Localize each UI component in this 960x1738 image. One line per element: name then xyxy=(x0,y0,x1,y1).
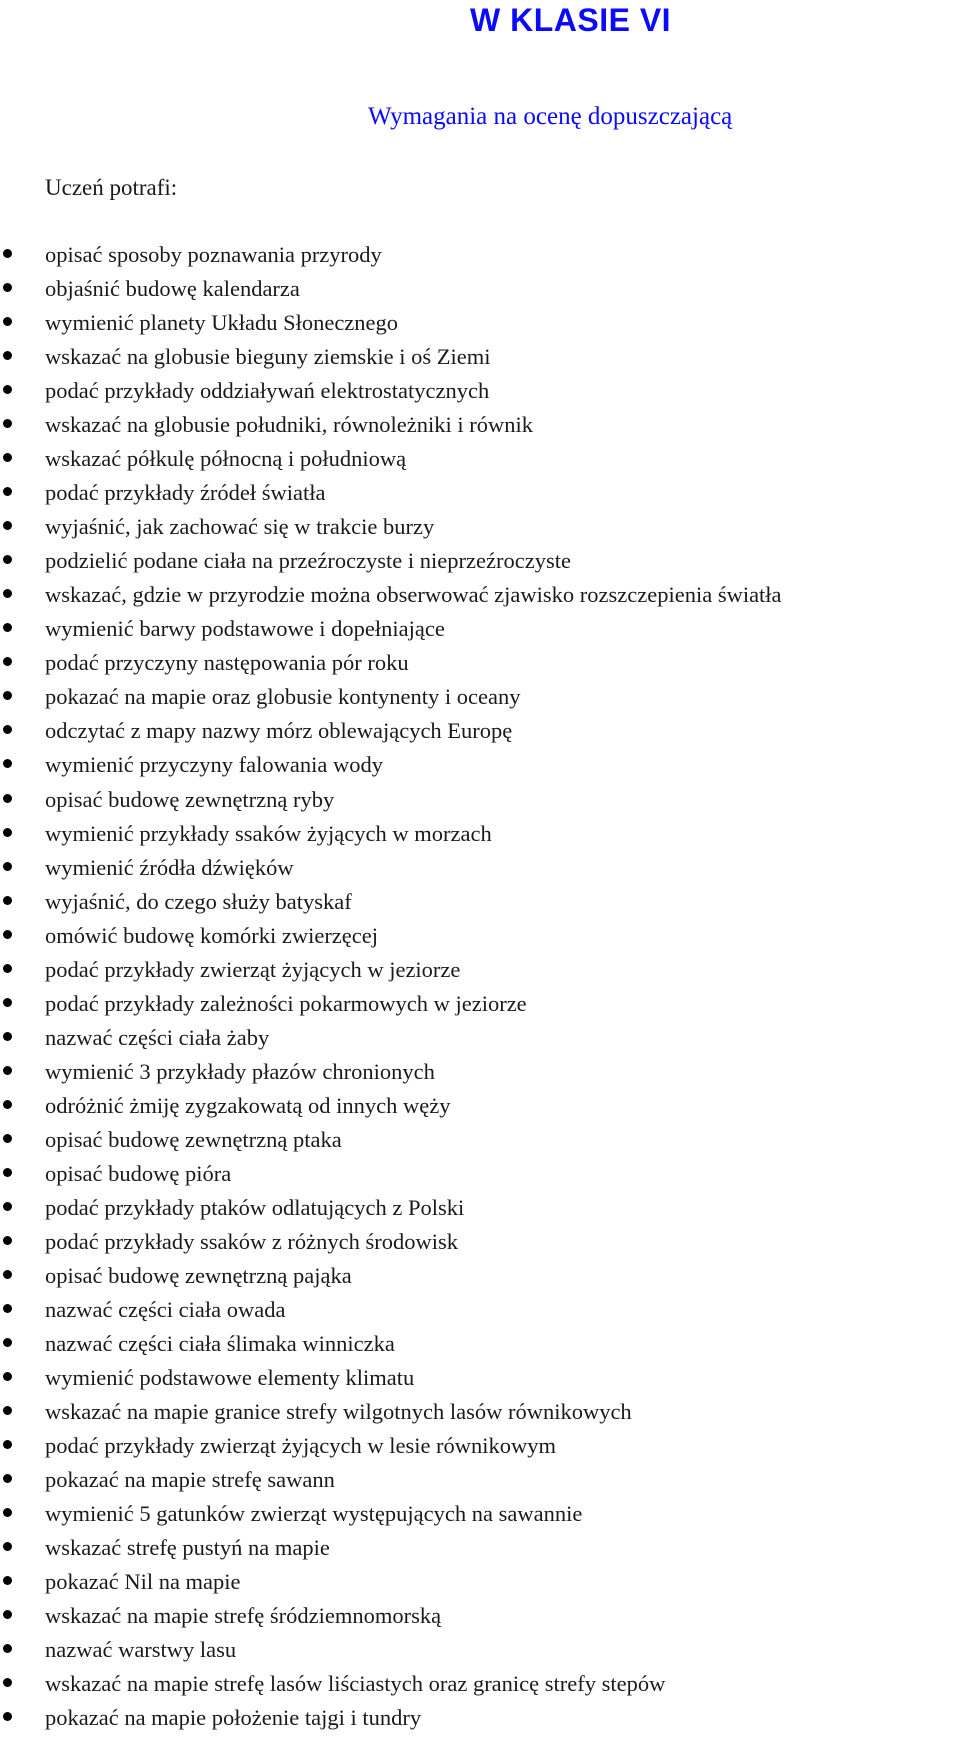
list-item-text: wyjaśnić, jak zachować się w trakcie burzy xyxy=(45,514,435,540)
list-item xyxy=(0,615,960,649)
list-item xyxy=(0,1194,960,1228)
list-item-text: opisać budowę zewnętrzną ptaka xyxy=(45,1126,342,1152)
list-item xyxy=(0,1466,960,1500)
section-title: Wymagania na ocenę dopuszczającą xyxy=(368,103,733,130)
list-item-text: nazwać części ciała ślimaka winniczka xyxy=(45,1331,395,1356)
list-item-text: podać przykłady zależności pokarmowych w jeziorze xyxy=(45,990,527,1016)
list-item-text: wskazać na globusie południki, równoleżniki i równik xyxy=(45,412,534,438)
list-item xyxy=(0,854,960,888)
list-item xyxy=(0,513,960,547)
list-item xyxy=(0,1058,960,1092)
list-item-text: pokazać na mapie oraz globusie kontynenty i oceany xyxy=(45,684,521,710)
list-item xyxy=(0,888,960,922)
list-item-text: opisać budowę zewnętrzną ryby xyxy=(45,786,335,812)
bullet-icon xyxy=(3,1304,12,1313)
list-item xyxy=(0,1398,960,1432)
list-item-text: pokazać na mapie strefę sawann xyxy=(45,1467,335,1493)
list-item xyxy=(0,922,960,956)
list-item-text: nazwać części ciała owada xyxy=(45,1296,286,1322)
list-item-text: podać przykłady ptaków odlatujących z Polski xyxy=(45,1194,465,1220)
list-item-text: objaśnić budowę kalendarza xyxy=(45,276,300,302)
list-item-text: opisać budowę zewnętrzną pająka xyxy=(45,1262,352,1288)
list-item-text: opisać sposoby poznawania przyrody xyxy=(45,242,382,267)
bullet-icon xyxy=(3,1576,12,1585)
list-item xyxy=(0,411,960,445)
list-item xyxy=(0,275,960,309)
list-item xyxy=(0,820,960,854)
bullet-icon xyxy=(3,657,12,666)
list-item-text: wymienić 3 przykłady płazów chronionych xyxy=(45,1058,435,1084)
bullet-icon xyxy=(3,794,12,803)
list-item xyxy=(0,956,960,990)
list-item xyxy=(0,581,960,615)
list-item-text: pokazać na mapie położenie tajgi i tundry xyxy=(45,1705,422,1731)
bullet-icon xyxy=(3,1406,12,1415)
list-item xyxy=(0,1160,960,1194)
bullet-icon xyxy=(3,759,12,768)
list-item xyxy=(0,1364,960,1398)
bullet-icon xyxy=(3,283,12,292)
list-item-text: wymienić barwy podstawowe i dopełniające xyxy=(45,616,445,642)
list-item xyxy=(0,717,960,751)
list-item-text: wskazać na mapie granice strefy wilgotnych lasów równikowych xyxy=(45,1399,632,1425)
list-item-text: wskazać strefę pustyń na mapie xyxy=(45,1535,330,1561)
bullet-icon xyxy=(3,725,12,734)
list-item xyxy=(0,786,960,820)
list-item xyxy=(0,1126,960,1160)
list-item xyxy=(0,309,960,343)
list-item-text: nazwać warstwy lasu xyxy=(45,1637,237,1663)
bullet-icon xyxy=(3,1032,12,1041)
requirements-list xyxy=(0,241,960,1738)
list-item-text: podać przyczyny następowania pór roku xyxy=(45,650,409,676)
bullet-icon xyxy=(3,623,12,632)
list-item-text: nazwać części ciała żaby xyxy=(45,1024,270,1050)
bullet-icon xyxy=(3,1372,12,1381)
list-item xyxy=(0,1568,960,1602)
list-item-text: wskazać na mapie strefę śródziemnomorską xyxy=(45,1603,442,1629)
bullet-icon xyxy=(3,1508,12,1517)
list-item-text: podać przykłady źródeł światła xyxy=(45,480,326,506)
bullet-icon xyxy=(3,453,12,462)
list-item xyxy=(0,547,960,581)
list-item-text: wymienić przykłady ssaków żyjących w morzach xyxy=(45,820,492,846)
bullet-icon xyxy=(3,1644,12,1653)
list-item xyxy=(0,683,960,717)
bullet-icon xyxy=(3,998,12,1007)
bullet-icon xyxy=(3,1066,12,1075)
list-item xyxy=(0,343,960,377)
list-item xyxy=(0,1330,960,1364)
bullet-icon xyxy=(3,521,12,530)
list-item-text: podać przykłady zwierząt żyjących w jeziorze xyxy=(45,956,461,982)
list-item xyxy=(0,377,960,411)
list-item xyxy=(0,445,960,479)
bullet-icon xyxy=(3,1338,12,1347)
bullet-icon xyxy=(3,1678,12,1687)
list-item-text: opisać budowę pióra xyxy=(45,1160,232,1186)
bullet-icon xyxy=(3,1712,12,1721)
bullet-icon xyxy=(3,1100,12,1109)
list-item xyxy=(0,1670,960,1704)
intro-text: Uczeń potrafi: xyxy=(45,175,178,200)
list-item-text: wskazać na globusie bieguny ziemskie i oś Ziemi xyxy=(45,344,491,370)
bullet-icon xyxy=(3,1474,12,1483)
list-item xyxy=(0,479,960,513)
list-item xyxy=(0,751,960,785)
list-item-text: wymienić planety Układu Słonecznego xyxy=(45,310,399,336)
bullet-icon xyxy=(3,1440,12,1449)
bullet-icon xyxy=(3,589,12,598)
bullet-icon xyxy=(3,249,12,258)
bullet-icon xyxy=(3,1542,12,1551)
list-item-text: odróżnić żmiję zygzakowatą od innych węży xyxy=(45,1092,451,1118)
list-item xyxy=(0,1296,960,1330)
bullet-icon xyxy=(3,964,12,973)
list-item xyxy=(0,1500,960,1534)
list-item-text: wymienić źródła dźwięków xyxy=(45,854,294,880)
list-item xyxy=(0,1602,960,1636)
list-item xyxy=(0,241,960,275)
list-item xyxy=(0,1534,960,1568)
list-item xyxy=(0,1024,960,1058)
list-item-text: wymienić przyczyny falowania wody xyxy=(45,752,384,778)
list-item xyxy=(0,1636,960,1670)
list-item-text: podać przykłady zwierząt żyjących w lesie równikowym xyxy=(45,1433,557,1459)
list-item-text: podać przykłady ssaków z różnych środowisk xyxy=(45,1228,459,1254)
list-item-text: wskazać na mapie strefę lasów liściastych oraz granicę strefy stepów xyxy=(45,1671,666,1697)
list-item-text: wskazać, gdzie w przyrodzie można obserwować zjawisko rozszczepienia światła xyxy=(45,582,782,608)
bullet-icon xyxy=(3,1236,12,1245)
list-item-text: wyjaśnić, do czego służy batyskaf xyxy=(45,888,352,914)
list-item-text: wymienić 5 gatunków zwierząt występujących na sawannie xyxy=(45,1501,583,1527)
list-item xyxy=(0,1262,960,1296)
bullet-icon xyxy=(3,1270,12,1279)
page-heading: W KLASIE VI xyxy=(470,2,672,38)
bullet-icon xyxy=(3,1610,12,1619)
list-item xyxy=(0,990,960,1024)
bullet-icon xyxy=(3,555,12,564)
bullet-icon xyxy=(3,487,12,496)
list-item-text: podać przykłady oddziaływań elektrostatycznych xyxy=(45,378,490,404)
list-item xyxy=(0,1704,960,1738)
list-item xyxy=(0,649,960,683)
bullet-icon xyxy=(3,1134,12,1143)
bullet-icon xyxy=(3,419,12,428)
list-item-text: wymienić podstawowe elementy klimatu xyxy=(45,1365,415,1391)
bullet-icon xyxy=(3,385,12,394)
bullet-icon xyxy=(3,1202,12,1211)
bullet-icon xyxy=(3,1168,12,1177)
list-item-text: odczytać z mapy nazwy mórz oblewających Europę xyxy=(45,718,513,744)
list-item xyxy=(0,1432,960,1466)
list-item-text: pokazać Nil na mapie xyxy=(45,1569,241,1595)
bullet-icon xyxy=(3,691,12,700)
list-item-text: wskazać półkulę północną i południową xyxy=(45,446,407,472)
list-item xyxy=(0,1092,960,1126)
list-item xyxy=(0,1228,960,1262)
bullet-icon xyxy=(3,351,12,360)
bullet-icon xyxy=(3,930,12,939)
list-item-text: podzielić podane ciała na przeźroczyste i nieprzeźroczyste xyxy=(45,548,571,574)
bullet-icon xyxy=(3,896,12,905)
bullet-icon xyxy=(3,828,12,837)
list-item-text: omówić budowę komórki zwierzęcej xyxy=(45,922,379,948)
bullet-icon xyxy=(3,862,12,871)
bullet-icon xyxy=(3,317,12,326)
